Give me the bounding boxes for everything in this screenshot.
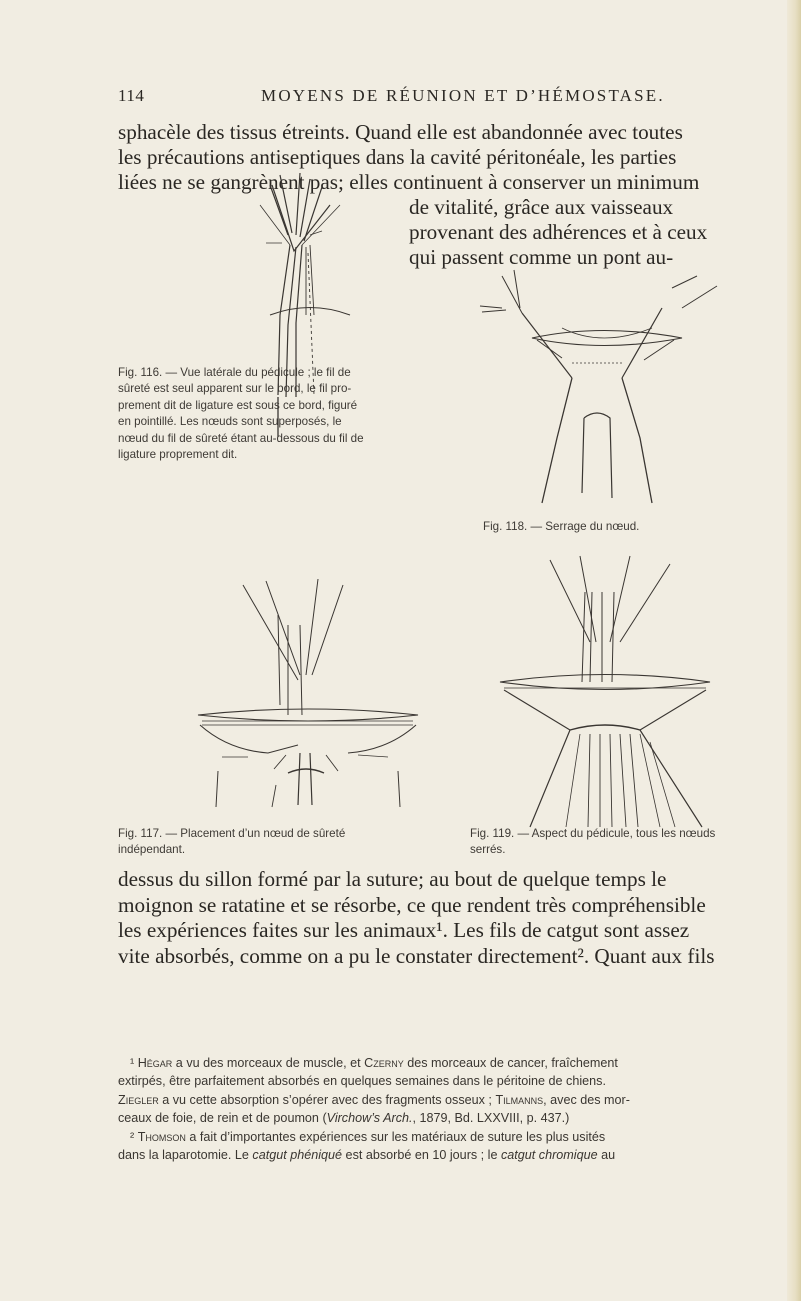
text-line: vite absorbés, comme on a pu le constater directement². Quant aux fils — [118, 943, 715, 968]
emphasis-term: catgut phéniqué — [252, 1148, 343, 1162]
text-line: dessus du sillon formé par la suture; au bout de quelque temps le — [118, 867, 667, 891]
footnote-2-line-2 — [118, 1146, 615, 1164]
caption-line: indépendant. — [118, 843, 186, 857]
figure-119-illustration — [470, 552, 740, 832]
emphasis-term: catgut chromique — [500, 1148, 598, 1162]
footnote-text: a vu des morceaux de muscle, et — [172, 1056, 365, 1070]
footnote-2-line-1 — [130, 1128, 605, 1146]
body-paragraph-bottom — [118, 867, 794, 971]
author-name: Thomson — [137, 1129, 186, 1144]
caption-line: en pointillé. Les nœuds sont superposés, le — [118, 415, 342, 429]
footnote-text: a vu cette absorption s’opérer avec des fragments osseux ; — [158, 1092, 496, 1107]
caption-line: nœud du fil de sûreté étant au-dessous du fil de — [118, 431, 364, 445]
caption-line: serrés. — [470, 843, 506, 857]
author-name: Hégar — [137, 1056, 173, 1070]
footnote-text: , 1879, Bd. LXXVIII, p. 437.) — [412, 1111, 570, 1126]
caption-line: Fig. 118. — Serrage du nœud. — [483, 520, 640, 533]
running-title: MOYENS DE RÉUNION ET D’HÉMOSTASE. — [261, 86, 665, 105]
footnote-marker: ² — [130, 1129, 135, 1144]
caption-line: Fig. 119. — Aspect du pédicule, tous les nœuds — [470, 827, 716, 840]
footnote-marker: ¹ — [130, 1056, 135, 1070]
footnote-text: , avec des mor- — [543, 1092, 630, 1107]
author-name: Tilmanns — [495, 1092, 544, 1107]
figure-116-caption — [118, 365, 454, 465]
author-name: Czerny — [364, 1056, 404, 1070]
text-line: sphacèle des tissus étreints. Quand elle est abandonnée avec toutes — [118, 120, 683, 144]
author-name: Ziegler — [118, 1092, 159, 1107]
page-number: 114 — [118, 86, 145, 105]
figure-117-caption — [118, 826, 454, 860]
footnote-1-line-2: extirpés, être parfaitement absorbés en quelques semaines dans le péritoine de chiens. — [118, 1074, 606, 1089]
footnote-text: ceaux de foie, de rein et de poumon ( — [118, 1111, 327, 1126]
footnote-1-line-4 — [118, 1109, 569, 1127]
text-line: de vitalité, grâce aux vaisseaux — [409, 195, 674, 219]
footnote-1-line-1 — [130, 1054, 618, 1072]
caption-line: prement dit de ligature est sous ce bord, figuré — [118, 398, 358, 412]
caption-line: sûreté est seul apparent sur le bord, le fil pro- — [118, 382, 352, 396]
footnote-text: est absorbé en 10 jours ; le — [342, 1148, 501, 1162]
footnote-text: au — [597, 1148, 616, 1162]
figure-117-illustration — [188, 575, 428, 810]
caption-line: Fig. 116. — Vue latérale du pédicule ; le fil de — [118, 366, 351, 379]
figure-119-caption — [470, 826, 790, 860]
footnote-text: des morceaux de cancer, fraîchement — [403, 1056, 618, 1070]
body-paragraph-right — [409, 195, 799, 271]
footnote-text: a fait d’importantes expériences sur les matériaux de suture les plus usités — [185, 1129, 606, 1144]
footnote-text: dans la laparotomie. Le — [118, 1148, 253, 1162]
page-header — [118, 86, 768, 112]
footnote-1-line-3 — [118, 1091, 630, 1109]
journal-title: Virchow’s Arch. — [326, 1111, 413, 1126]
text-line: les expériences faites sur les animaux¹. Les fils de catgut sont assez — [118, 918, 690, 942]
text-line: les précautions antiseptiques dans la cavité péritonéale, les parties — [118, 145, 677, 169]
figure-118-caption — [483, 519, 743, 537]
text-line: moignon se ratatine et se résorbe, ce que rendent très compréhensible — [118, 892, 706, 917]
figure-118-illustration — [462, 268, 732, 518]
text-line: liées ne se gangrènent pas; elles continuent à conserver un minimum — [118, 170, 700, 194]
caption-line: Fig. 117. — Placement d’un nœud de sûreté — [118, 827, 346, 840]
text-line: provenant des adhérences et à ceux — [409, 220, 708, 244]
text-line: qui passent comme un pont au- — [409, 245, 674, 269]
caption-line: ligature proprement dit. — [118, 448, 238, 461]
